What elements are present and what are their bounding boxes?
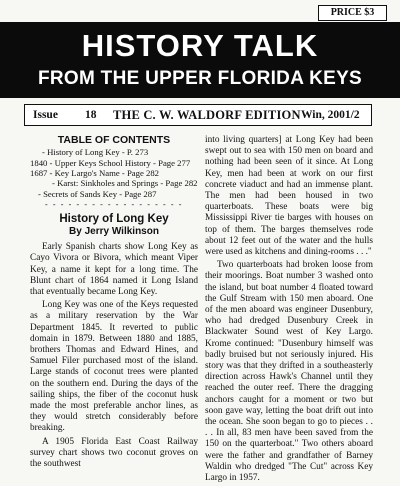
- left-column: [30, 135, 198, 472]
- article-title: History of Long Key: [59, 213, 169, 226]
- issue-number: 18: [85, 109, 97, 121]
- toc-divider: - - - - - - - - - - - - - - - - - -: [45, 200, 183, 210]
- article-byline: By Jerry Wilkinson: [69, 226, 159, 238]
- edition-title: THE C. W. WALDORF EDITION: [113, 108, 301, 122]
- issue-season: Win, 2001/2: [301, 109, 360, 121]
- toc-item: - History of Long Key - P. 273: [42, 147, 149, 158]
- toc-item: - Karst: Sinkholes and Springs - Page 282: [52, 178, 198, 189]
- issue-label: Issue: [33, 109, 58, 121]
- right-column: [205, 135, 373, 486]
- toc-heading: TABLE OF CONTENTS: [57, 134, 171, 146]
- toc-item: 1840 - Upper Keys School History - Page 277: [30, 157, 191, 168]
- toc-item: - Secrets of Sands Key - Page 287: [38, 188, 157, 199]
- article-paragraph: Long Key was one of the Keys requested as a military reservation by the War Department 1845. It reverted to public domain in 1879. Between 1880 and 1885, brothers Thomas and Edward Hines, and Samuel Filer purchased most of the island. Large stands of coconut trees were planted on the southern end. During the days of the sailing ships, the fiber of the coconut husk made the most preferable anchor lines, as they would stretch considerably before breaking.: [30, 300, 198, 434]
- article-paragraph: into living quarters] at Long Key had been swept out to sea with 150 men on board and nothing had been seen of it since. At Long Key, men had been at work on our first concrete viaduct and had an immense plant. The men had been housed in two quarterboats. These boats were big Mississippi River tie barges with houses on top of them. The barges themselves rode about 12 feet out of the water and the hulls were used as kitchens and dining-rooms . . .": [205, 135, 373, 258]
- issue-bar: [24, 104, 372, 126]
- masthead: [0, 22, 400, 98]
- masthead-subtitle: FROM THE UPPER FLORIDA KEYS: [37, 68, 363, 89]
- article-paragraph: Early Spanish charts show Long Key as Cayo Vivora or Bivora, which meant Viper Key, a name it kept for a long time. The Blunt chart of 1864 named it Long Island that eventually became Long Key.: [30, 242, 198, 298]
- masthead-title: HISTORY TALK: [81, 28, 319, 63]
- article-paragraph: A 1905 Florida East Coast Railway survey chart shows two coconut groves on the southwest: [30, 436, 198, 470]
- toc-item: 1687 - Key Largo's Name - Page 282: [30, 168, 160, 179]
- article-paragraph: Two quarterboats had broken loose from their moorings. Boat number 3 washed onto the island, but boat number 4 floated toward the Gulf Stream with 150 men aboard. One of the men aboard was engineer Dusenbury, who had dredged Dusenbury Creek in Blackwater Sound west of Key Largo. Krome continued: "Dusenbury himself was badly bruised but not seriously injured. His story was that they drifted in a southeasterly direction across Hawk's Channel until they reached the outer reef. There the dragging anchors caught for a moment or two but soon gave way, letting the boat drift out into the ocean. She soon began to go to pieces . . . . In all, 83 men have been saved from the 150 on the quarterboat." Two others aboard were the father and grandfather of Barney Waldin who dredged "The Cut" across Key Largo in 1957.: [205, 260, 373, 484]
- price-label: PRICE $3: [318, 5, 387, 21]
